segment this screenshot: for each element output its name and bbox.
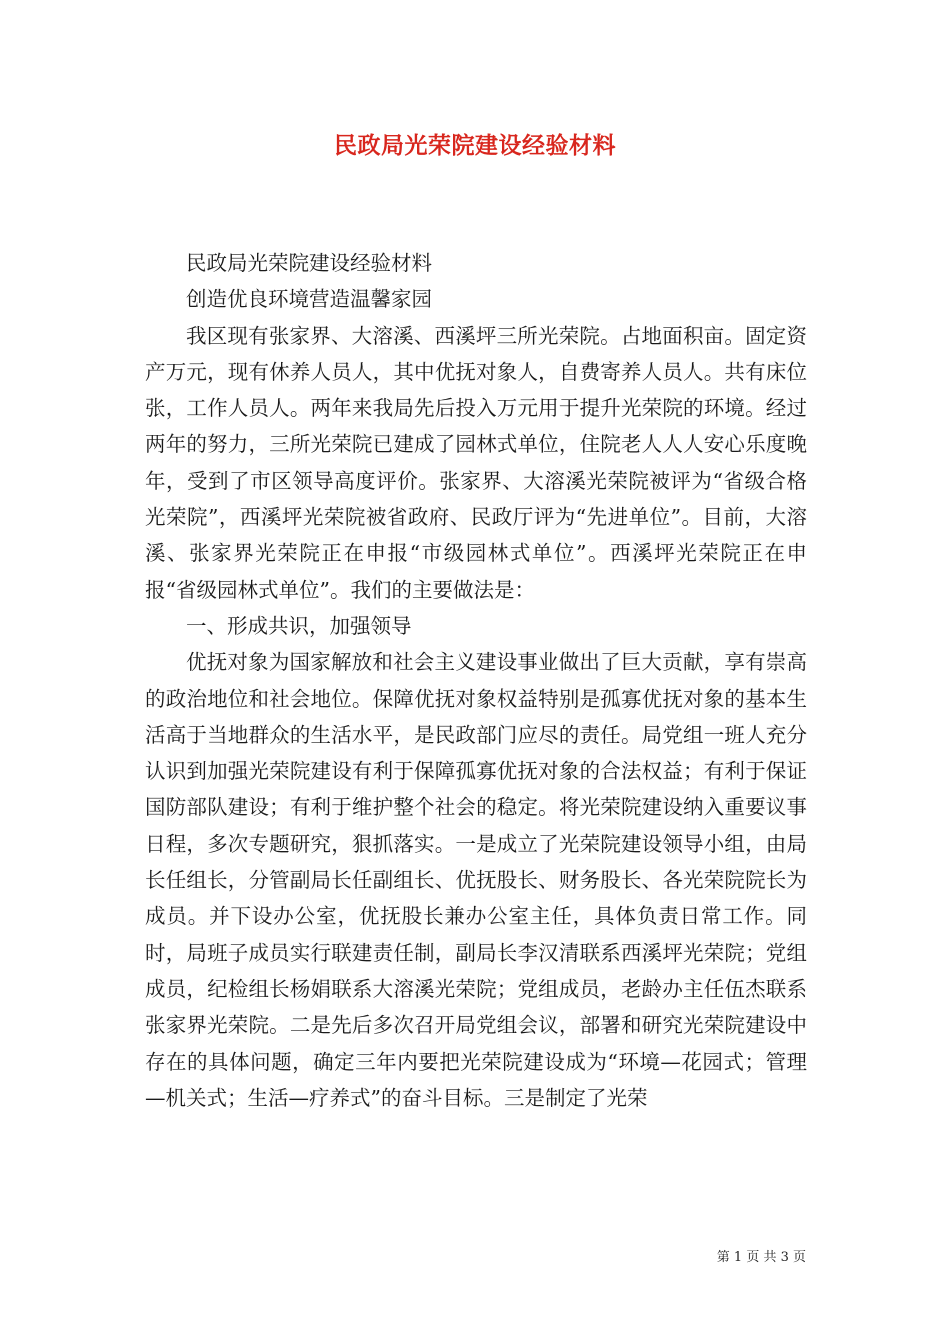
body-paragraph-heading: 民政局光荣院建设经验材料: [186, 251, 432, 275]
document-title: 民政局光荣院建设经验材料: [334, 132, 616, 159]
document-body: [145, 245, 807, 1116]
body-paragraph-intro: 我区现有张家界、大溶溪、西溪坪三所光荣院。占地面积亩。固定资产万元，现有休养人员人，其中优抚对象人，自费寄养人员人。共有床位张，工作人员人。两年来我局先后投入万元用于提升光荣院的环境。经过两年的努力，三所光荣院已建成了园林式单位，住院老人人人安心乐度晚年，受到了市区领导高度评价。张家界、大溶溪光荣院被评为“省级合格光荣院”，西溪坪光荣院被省政府、民政厅评为“先进单位”。目前，大溶溪、张家界光荣院正在申报“市级园林式单位”。西溪坪光荣院正在申报“省级园林式单位”。我们的主要做法是：: [145, 323, 807, 602]
section-heading-1: 一、形成共识，加强领导: [186, 613, 412, 638]
page-number-footer: 第 1 页 共 3 页: [716, 1250, 806, 1265]
body-paragraph-section-1: 优抚对象为国家解放和社会主义建设事业做出了巨大贡献，享有崇高的政治地位和社会地位。保障优抚对象权益特别是孤寡优抚对象的基本生活高于当地群众的生活水平，是民政部门应尽的责任。局党组一班人充分认识到加强光荣院建设有利于保障孤寡优抚对象的合法权益；有利于保证国防部队建设；有利于维护整个社会的稳定。将光荣院建设纳入重要议事日程，多次专题研究，狠抓落实。一是成立了光荣院建设领导小组，由局长任组长，分管副局长任副组长、优抚股长、财务股长、各光荣院院长为成员。并下设办公室，优抚股长兼办公室主任，具体负责日常工作。同时，局班子成员实行联建责任制，副局长李汉清联系西溪坪光荣院；党组成员，纪检组长杨娟联系大溶溪光荣院；党组成员，老龄办主任伍杰联系张家界光荣院。二是先后多次召开局党组会议，部署和研究光荣院建设中存在的具体问题，确定三年内要把光荣院建设成为“环境—花园式；管理—机关式；生活—疗养式”的奋斗目标。三是制定了光荣: [145, 650, 807, 1110]
body-paragraph-subtitle: 创造优良环境营造温馨家园: [186, 287, 432, 312]
